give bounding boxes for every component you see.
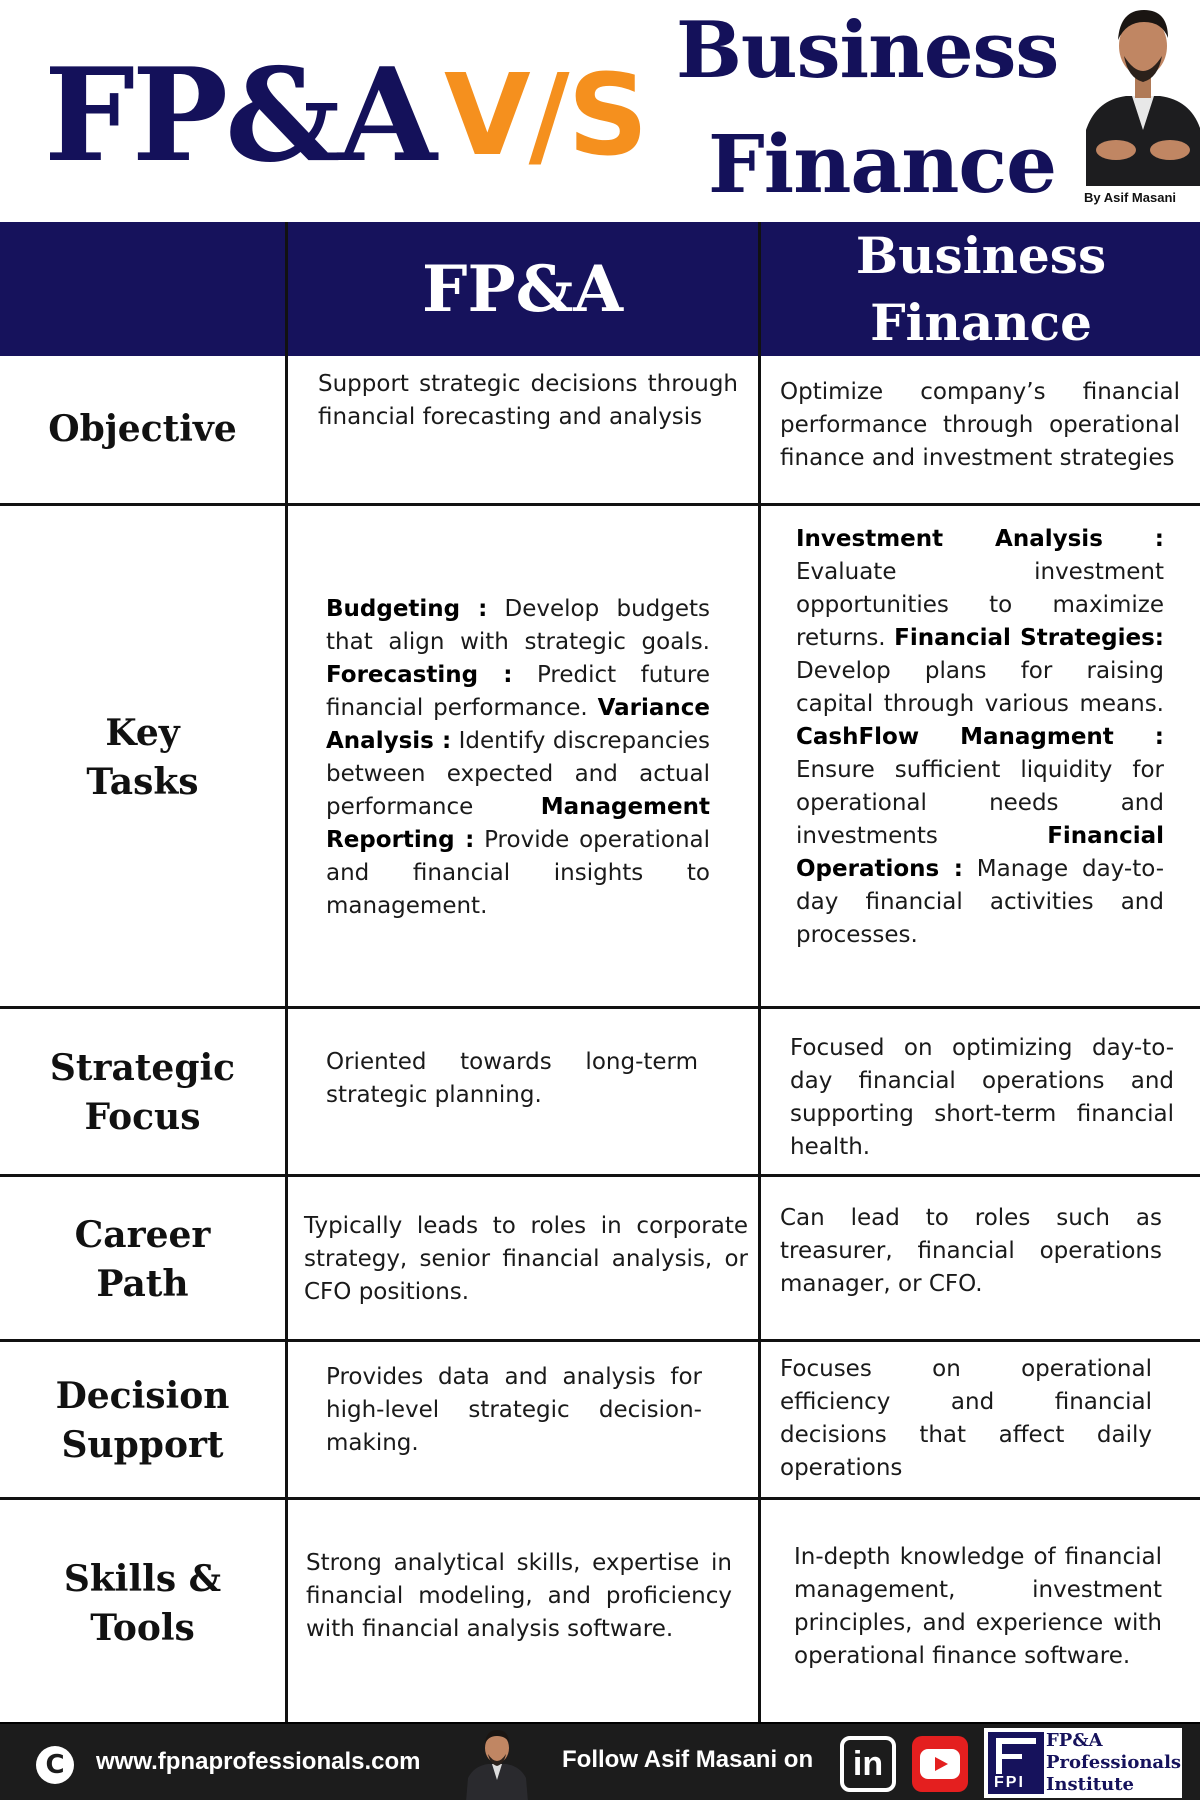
page-footer (0, 1722, 1200, 1800)
table-header-row (0, 222, 1200, 356)
row-label-text: Decision (55, 1375, 230, 1418)
task-term: Management Reporting : (326, 793, 710, 853)
cell-text: Can lead to roles such as treasurer, financial operations manager, or CFO. (780, 1205, 1162, 1297)
youtube-icon[interactable] (912, 1736, 968, 1792)
copyright-icon: C (36, 1746, 74, 1784)
task-text: Provide operational and financial insights to management. (326, 826, 711, 919)
task-text: Develop plans for raising capital through various means. (796, 658, 1164, 717)
footer-person-photo (466, 1726, 528, 1800)
fpi-logo[interactable] (984, 1728, 1182, 1798)
task-text: Develop budgets that align with strategic goals. (326, 595, 711, 655)
column-divider (285, 222, 288, 1722)
row-label-career-path (0, 1180, 285, 1339)
task-term: CashFlow Managment : (796, 724, 1164, 750)
row-label-text: Career (74, 1213, 211, 1256)
logo-line: Institute (1046, 1774, 1134, 1795)
cell-fpa-objective (290, 356, 758, 503)
cell-fpa-decision-support (290, 1345, 758, 1497)
cell-bf-skills-tools (762, 1503, 1200, 1722)
title-fpa: FP&A (44, 41, 434, 191)
author-photo (1086, 0, 1200, 186)
table-row-skills-tools (0, 1503, 1200, 1722)
table-row-objective (0, 356, 1200, 506)
cell-bf-career-path (762, 1180, 1200, 1339)
row-label-key-tasks (0, 509, 285, 1006)
page-header (0, 0, 1200, 222)
author-label: By Asif Masani (1084, 190, 1176, 205)
task-term: Financial Strategies: (894, 625, 1164, 651)
fpi-logo-text (1046, 1730, 1181, 1796)
row-label-text: Key (105, 711, 180, 754)
cell-text: Provides data and analysis for high-level strategic decision-making. (326, 1364, 702, 1456)
cell-bf-strategic-focus (762, 1012, 1200, 1174)
row-label-text: Focus (84, 1096, 201, 1138)
cell-fpa-career-path (290, 1180, 758, 1339)
website-link[interactable]: www.fpnaprofessionals.com (96, 1748, 421, 1775)
row-label-text: Support (61, 1424, 224, 1466)
row-label-text: Skills & (63, 1558, 222, 1600)
task-term: Investment Analysis : (796, 526, 1164, 552)
row-label-text: Strategic (49, 1047, 236, 1090)
cell-fpa-strategic-focus (290, 1012, 758, 1174)
task-term: Variance Analysis : (326, 694, 710, 754)
cell-text: Strong analytical skills, expertise in financial modeling, and proficiency with financial analysis software. (306, 1550, 732, 1642)
cell-text: Oriented towards long-term strategic planning. (326, 1049, 698, 1108)
column-divider (758, 222, 761, 1722)
cell-text: In-depth knowledge of financial management, investment principles, and experience with operational finance software. (794, 1544, 1162, 1669)
table-row-strategic-focus (0, 1012, 1200, 1177)
linkedin-icon[interactable]: in (840, 1736, 896, 1792)
table-row-decision-support (0, 1345, 1200, 1500)
cell-fpa-key-tasks (290, 509, 758, 1006)
task-term: Financial Operations : (796, 823, 1164, 882)
row-label-text: Tools (90, 1606, 195, 1649)
cell-text: Typically leads to roles in corporate strategy, senior financial analysis, or CFO positions. (304, 1213, 748, 1305)
table-row-career-path (0, 1180, 1200, 1342)
row-label-text: Objective (48, 408, 237, 451)
table-row-key-tasks (0, 509, 1200, 1009)
cell-bf-key-tasks (762, 509, 1200, 1006)
youtube-play-icon (920, 1749, 960, 1779)
task-text: Identify discrepancies between expected and actual performance (326, 727, 711, 820)
follow-text: Follow Asif Masani on (562, 1746, 814, 1773)
cell-text: Focuses on operational efficiency and financial decisions that affect daily operations (780, 1356, 1152, 1481)
row-label-text: Tasks (86, 760, 199, 803)
comparison-table (0, 222, 1200, 1722)
title-vs: V/S (444, 51, 647, 181)
cell-text: Optimize company’s financial performance through operational finance and investment strategies (780, 379, 1180, 471)
title-business: Business (676, 5, 1059, 96)
logo-line: FP&A (1046, 1730, 1103, 1751)
task-list-fpa (326, 593, 710, 923)
task-term: Forecasting : (326, 661, 513, 688)
column-header-bf-line1: Business (855, 225, 1107, 285)
cell-bf-objective (762, 356, 1200, 503)
task-text: Predict future financial performance. (326, 661, 711, 721)
row-label-strategic-focus (0, 1012, 285, 1174)
row-label-text: Path (96, 1262, 189, 1305)
task-list-bf (796, 523, 1164, 952)
fpi-logo-mark (988, 1732, 1044, 1794)
row-label-objective (0, 356, 285, 503)
cell-bf-decision-support (762, 1345, 1200, 1497)
column-header-fpa: FP&A (422, 251, 623, 327)
fpi-logo-mark-text: FPI (994, 1774, 1025, 1791)
title-finance: Finance (708, 117, 1056, 211)
row-label-skills-tools (0, 1503, 285, 1722)
row-label-decision-support (0, 1345, 285, 1497)
column-header-business-finance (762, 222, 1200, 356)
cell-fpa-skills-tools (290, 1503, 758, 1722)
task-text: Manage day-to-day financial activities and processes. (796, 856, 1165, 948)
task-text: Ensure sufficient liquidity for operational needs and investments (796, 757, 1164, 849)
task-term: Budgeting : (326, 595, 488, 622)
task-text: Evaluate investment opportunities to maximize returns. (796, 559, 1164, 651)
cell-text: Support strategic decisions through financial forecasting and analysis (318, 371, 738, 430)
logo-line: Professionals (1046, 1752, 1182, 1773)
cell-text: Focused on optimizing day-to-day financial operations and supporting short-term financial health. (790, 1035, 1174, 1160)
column-header-bf-line2: Finance (870, 293, 1092, 352)
